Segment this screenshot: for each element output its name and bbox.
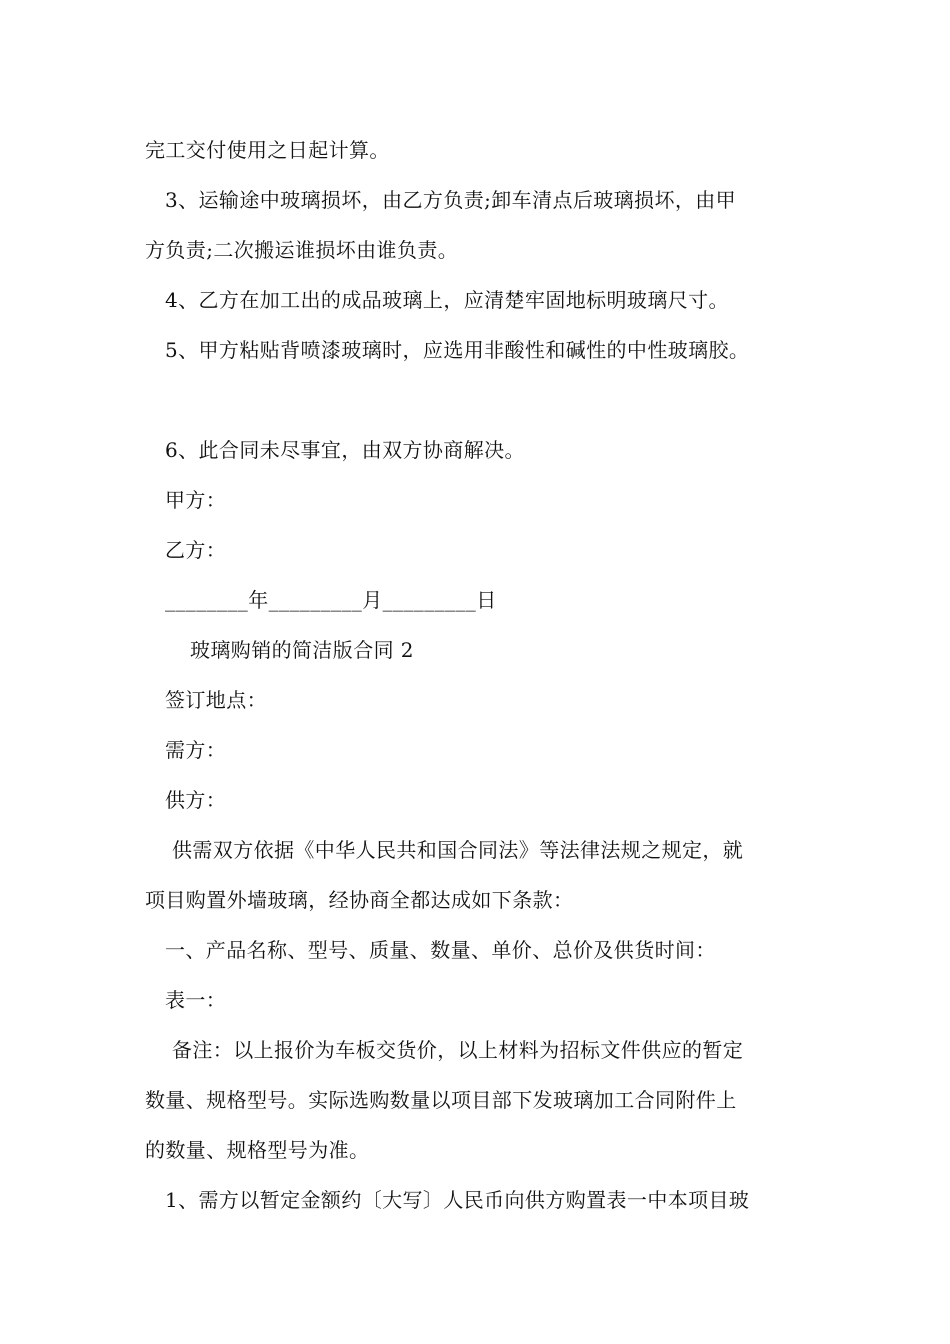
clause-6-line: 6、此合同未尽事宜，由双方协商解决。	[165, 438, 525, 462]
text-line: 供需双方依据《中华人民共和国合同法》等法律法规之规定，就	[172, 838, 744, 862]
clause-5-line: 5、甲方粘贴背喷漆玻璃时，应选用非酸性和碱性的中性玻璃胶。	[165, 338, 750, 362]
table-label: 表一：	[165, 988, 227, 1012]
supplier-label: 供方：	[165, 788, 227, 812]
clause-3-line: 3、运输途中玻璃损坏，由乙方负责;卸车清点后玻璃损坏，由甲	[165, 188, 737, 212]
text-line: 1、需方以暂定金额约〔大写〕人民币向供方购置表一中本项目玻	[165, 1188, 750, 1212]
text-line: 方负责;二次搬运谁损坏由谁负责。	[145, 238, 459, 262]
buyer-label: 需方：	[165, 738, 227, 762]
date-line: ________年_________月_________日	[165, 588, 497, 612]
note-line: 的数量、规格型号为准。	[145, 1138, 370, 1162]
note-line: 备注：以上报价为车板交货价，以上材料为招标文件供应的暂定	[172, 1038, 744, 1062]
text-line: 项目购置外墙玻璃，经协商全都达成如下条款：	[145, 888, 574, 912]
party-a-label: 甲方：	[165, 488, 227, 512]
section-title: 玻璃购销的简洁版合同 2	[190, 638, 414, 662]
clause-4-line: 4、乙方在加工出的成品玻璃上，应清楚牢固地标明玻璃尺寸。	[165, 288, 729, 312]
signing-place-label: 签订地点：	[165, 688, 267, 712]
note-line: 数量、规格型号。实际选购数量以项目部下发玻璃加工合同附件上	[145, 1088, 737, 1112]
text-line: 完工交付使用之日起计算。	[145, 138, 390, 162]
text-line: 一、产品名称、型号、质量、数量、单价、总价及供货时间：	[165, 938, 716, 962]
party-b-label: 乙方：	[165, 538, 227, 562]
